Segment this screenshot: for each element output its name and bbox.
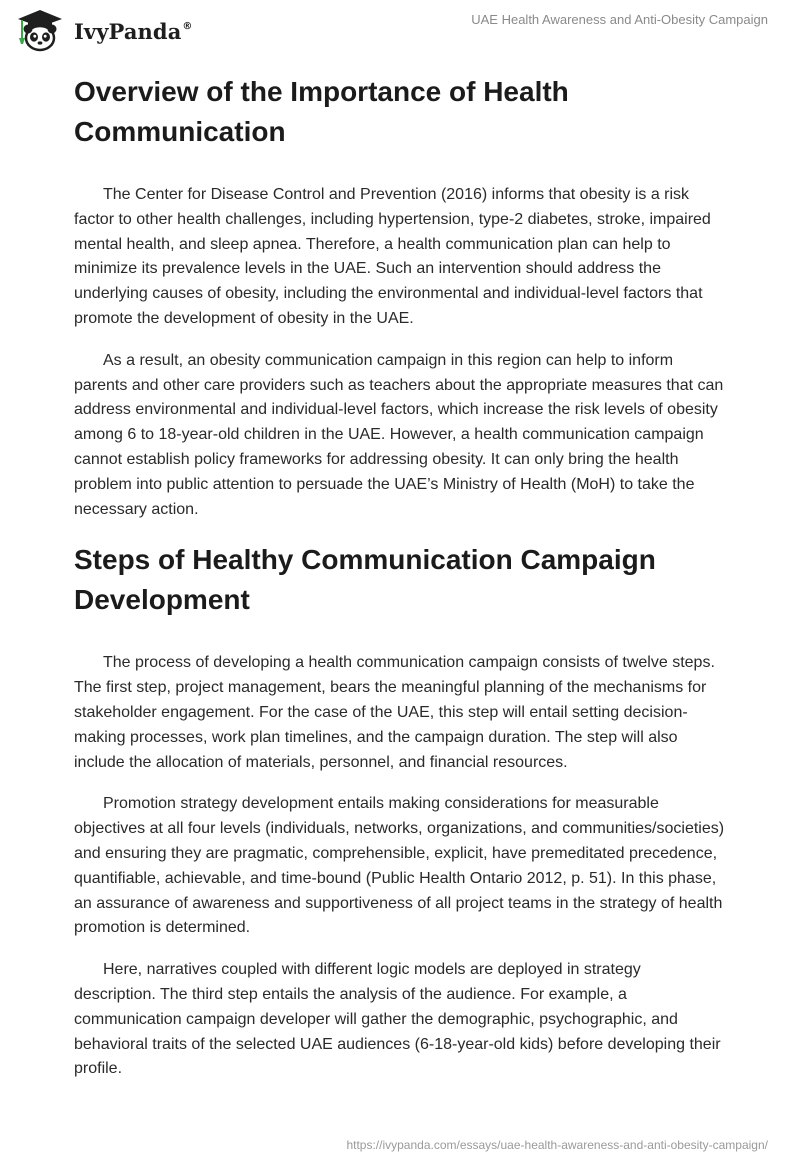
registered-mark: ® bbox=[182, 20, 193, 32]
document-title: UAE Health Awareness and Anti-Obesity Campaign bbox=[471, 12, 768, 27]
paragraph: Promotion strategy development entails making considerations for measurable objectives at all four levels (individuals, networks, organizations, and communities/societies) and ensuring they are pragmatic, comprehensible, explicit, have premeditated precedence, quantifiable, achievable, and time-bound (Public Health Ontario 2012, p. 51). In this phase, an assurance of awareness and supportiveness of all project teams in the strategy of health promotion is determined. bbox=[74, 795, 725, 937]
brand-logo[interactable] bbox=[14, 8, 193, 54]
page-header bbox=[0, 0, 800, 60]
panda-graduate-logo-icon bbox=[14, 8, 66, 54]
section-heading-overview: Overview of the Importance of Health Communication bbox=[74, 76, 569, 147]
paragraph: As a result, an obesity communication campaign in this region can help to inform parents and other care providers such as teachers about the appropriate measures that can address environmental and individual-level factors, which increase the risk levels of obesity among 6 to 18-year-old children in the UAE. However, a health communication campaign cannot establish policy frameworks for addressing obesity. It can only bring the health problem into public attention to persuade the UAE’s Ministry of Health (MoH) to take the necessary action. bbox=[74, 351, 724, 518]
brand-name: IvyPanda® bbox=[74, 18, 193, 44]
section-heading-steps: Steps of Healthy Communication Campaign Development bbox=[74, 544, 656, 616]
essay-body bbox=[74, 72, 726, 1099]
paragraph: The process of developing a health communication campaign consists of twelve steps. The first step, project management, bears the meaningful planning of the mechanisms for stakeholder engagement. For the case of the UAE, this step will entail setting decision-making processes, work plan timelines, and the campaign duration. The step will also include the allocation of materials, personnel, and financial resources. bbox=[74, 654, 715, 771]
paragraph: Here, narratives coupled with different logic models are deployed in strategy description. The third step entails the analysis of the audience. For example, a communication campaign developer will gather the demographic, psychographic, and behavioral traits of the selected UAE audiences (6-18-year-old kids) before developing their profile. bbox=[74, 961, 721, 1078]
source-url-link[interactable]: https://ivypanda.com/essays/uae-health-awareness-and-anti-obesity-campaign/ bbox=[346, 1138, 768, 1152]
paragraph: The Center for Disease Control and Prevention (2016) informs that obesity is a risk factor to other health challenges, including hypertension, type-2 diabetes, stroke, impaired mental health, and sleep apnea. Therefore, a health communication plan can help to minimize its prevalence levels in the UAE. Such an intervention should address the underlying causes of obesity, including the environmental and individual-level factors that promote the development of obesity in the UAE. bbox=[74, 186, 711, 327]
